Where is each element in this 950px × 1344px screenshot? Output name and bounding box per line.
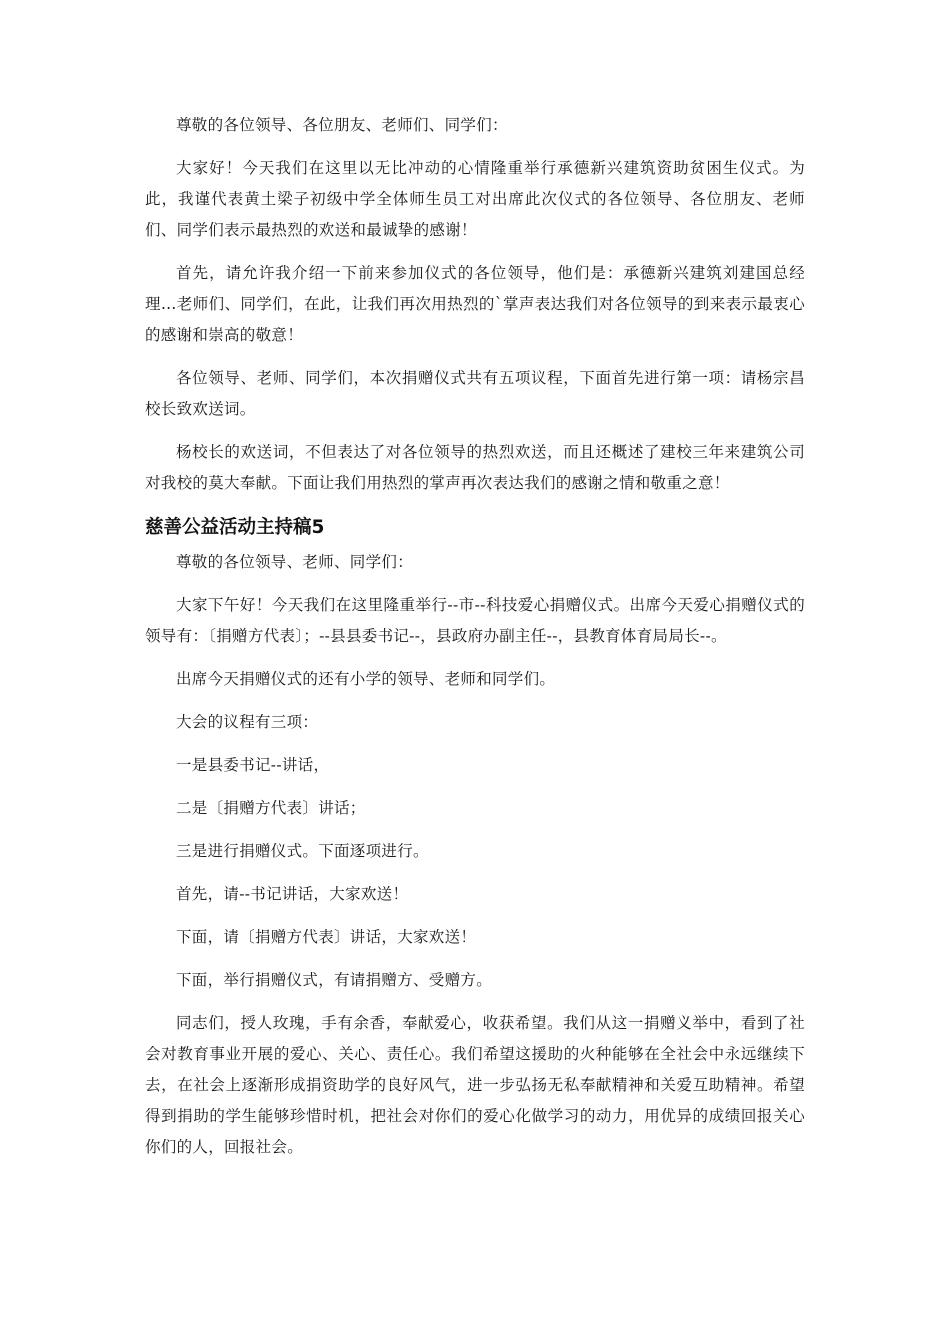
- paragraph: 首先，请允许我介绍一下前来参加仪式的各位领导，他们是：承德新兴建筑刘建国总经理…老师们、同学们，在此，让我们再次用热烈的`掌声表达我们对各位领导的到来表示最衷心的感谢和崇高的敬意！: [145, 264, 805, 344]
- paragraph: 大会的议程有三项：: [176, 713, 319, 731]
- agenda-item: 一是县委书记--讲话，: [176, 756, 330, 774]
- agenda-item: 二是〔捐赠方代表〕讲话；: [176, 799, 366, 817]
- paragraph-salutation: 尊敬的各位领导、各位朋友、老师们、同学们：: [176, 116, 508, 134]
- speech-section-4: [145, 110, 805, 499]
- paragraph: 同志们，授人玫瑰，手有余香，奉献爱心，收获希望。我们从这一捐赠义举中，看到了社会对教育事业开展的爱心、关心、责任心。我们希望这援助的火种能够在全社会中永远继续下去，在社会上逐渐形成捐资助学的良好风气，进一步弘扬无私奉献精神和关爱互助精神。希望得到捐助的学生能够珍惜时机，把社会对你们的爱心化做学习的动力，用优异的成绩回报关心你们的人，回报社会。: [145, 1014, 805, 1156]
- section-heading: 慈善公益活动主持稿5: [145, 517, 325, 538]
- paragraph: 出席今天捐赠仪式的还有小学的领导、老师和同学们。: [176, 670, 556, 688]
- paragraph: 下面，举行捐赠仪式，有请捐赠方、受赠方。: [176, 971, 493, 989]
- paragraph-salutation: 尊敬的各位领导、老师、同学们：: [176, 553, 414, 571]
- paragraph: 首先，请--书记讲话，大家欢送！: [176, 885, 409, 903]
- speech-section-5: [145, 547, 805, 1163]
- document-page: [145, 110, 805, 1175]
- agenda-item: 三是进行捐赠仪式。下面逐项进行。: [176, 842, 429, 860]
- paragraph: 大家好！今天我们在这里以无比冲动的心情隆重举行承德新兴建筑资助贫困生仪式。为此，我谨代表黄土梁子初级中学全体师生员工对出席此次仪式的各位领导、各位朋友、老师们、同学们表示最热烈的欢送和最诚挚的感谢！: [145, 159, 805, 239]
- paragraph: 下面，请〔捐赠方代表〕讲话，大家欢送！: [176, 928, 477, 946]
- paragraph: 大家下午好！今天我们在这里隆重举行--市--科技爱心捐赠仪式。出席今天爱心捐赠仪式的领导有：〔捐赠方代表〕；--县县委书记--，县政府办副主任--，县教育体育局局长--。: [145, 596, 805, 645]
- paragraph: 杨校长的欢送词，不但表达了对各位领导的热烈欢送，而且还概述了建校三年来建筑公司对我校的莫大奉献。下面让我们用热烈的掌声再次表达我们的感谢之情和敬重之意！: [145, 443, 805, 492]
- paragraph: 各位领导、老师、同学们，本次捐赠仪式共有五项议程，下面首先进行第一项：请杨宗昌校长致欢送词。: [145, 369, 805, 418]
